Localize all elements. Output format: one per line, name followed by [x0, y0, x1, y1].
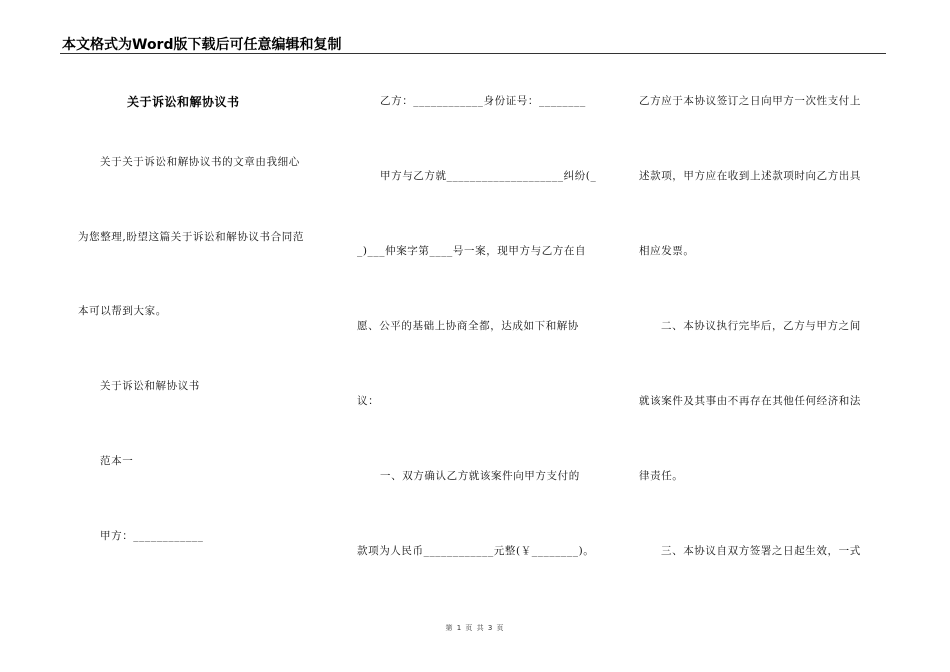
text-line: 述款项，甲方应在收到上述款项时向乙方出具 [639, 170, 861, 182]
text-line: 关于关于诉讼和解协议书的文章由我细心 [100, 156, 300, 168]
text-line: 二、本协议执行完毕后，乙方与甲方之间 [661, 320, 861, 332]
text-line: 议： [357, 395, 380, 407]
text-line: _)___仲案字第____号一案，现甲方与乙方在自 [357, 245, 587, 257]
text-line: 愿、公平的基础上协商全都，达成如下和解协 [357, 320, 579, 332]
text-line: 甲方与乙方就____________________纠纷(_ [380, 170, 597, 182]
text-line: 一、双方确认乙方就该案件向甲方支付的 [380, 470, 580, 482]
text-line: 关于诉讼和解协议书 [100, 380, 200, 392]
page-number: 第 1 页 共 3 页 [445, 624, 505, 632]
document-header-title: 本文格式为Word版下载后可任意编辑和复制 [62, 37, 342, 53]
text-line: 乙方：____________身份证号：________ [380, 95, 586, 107]
text-line: 本可以帮到大家。 [78, 305, 167, 317]
text-line: 款项为人民币____________元整(￥________)。 [357, 545, 595, 557]
text-line: 相应发票。 [639, 245, 695, 257]
column-title: 关于诉讼和解协议书 [127, 95, 240, 109]
text-line: 为您整理,盼望这篇关于诉讼和解协议书合同范 [78, 231, 304, 243]
text-line: 三、本协议自双方签署之日起生效，一式 [661, 545, 861, 557]
text-line: 律责任。 [639, 470, 684, 482]
header-divider [60, 53, 886, 54]
text-line: 甲方：____________ [100, 530, 204, 542]
text-line: 乙方应于本协议签订之日向甲方一次性支付上 [639, 95, 861, 107]
text-line: 范本一 [100, 455, 134, 467]
text-line: 就该案件及其事由不再存在其他任何经济和法 [639, 395, 861, 407]
